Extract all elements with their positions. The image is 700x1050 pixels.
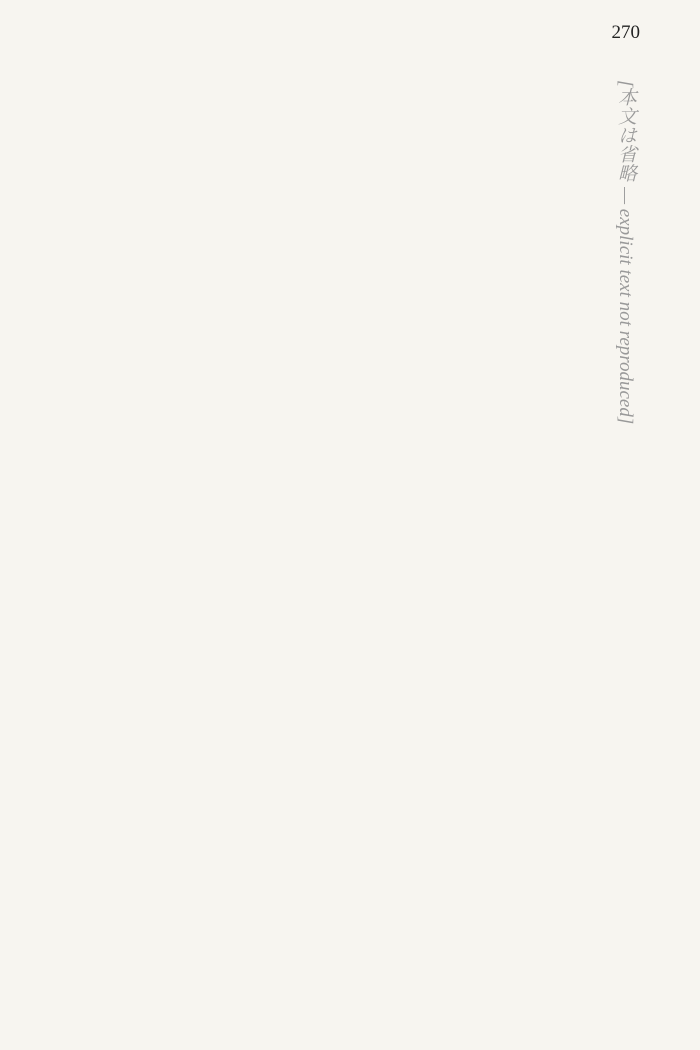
page-number: 270 [611, 22, 640, 43]
body-text: [本文は省略 — explicit text not reproduced] [615, 80, 636, 425]
